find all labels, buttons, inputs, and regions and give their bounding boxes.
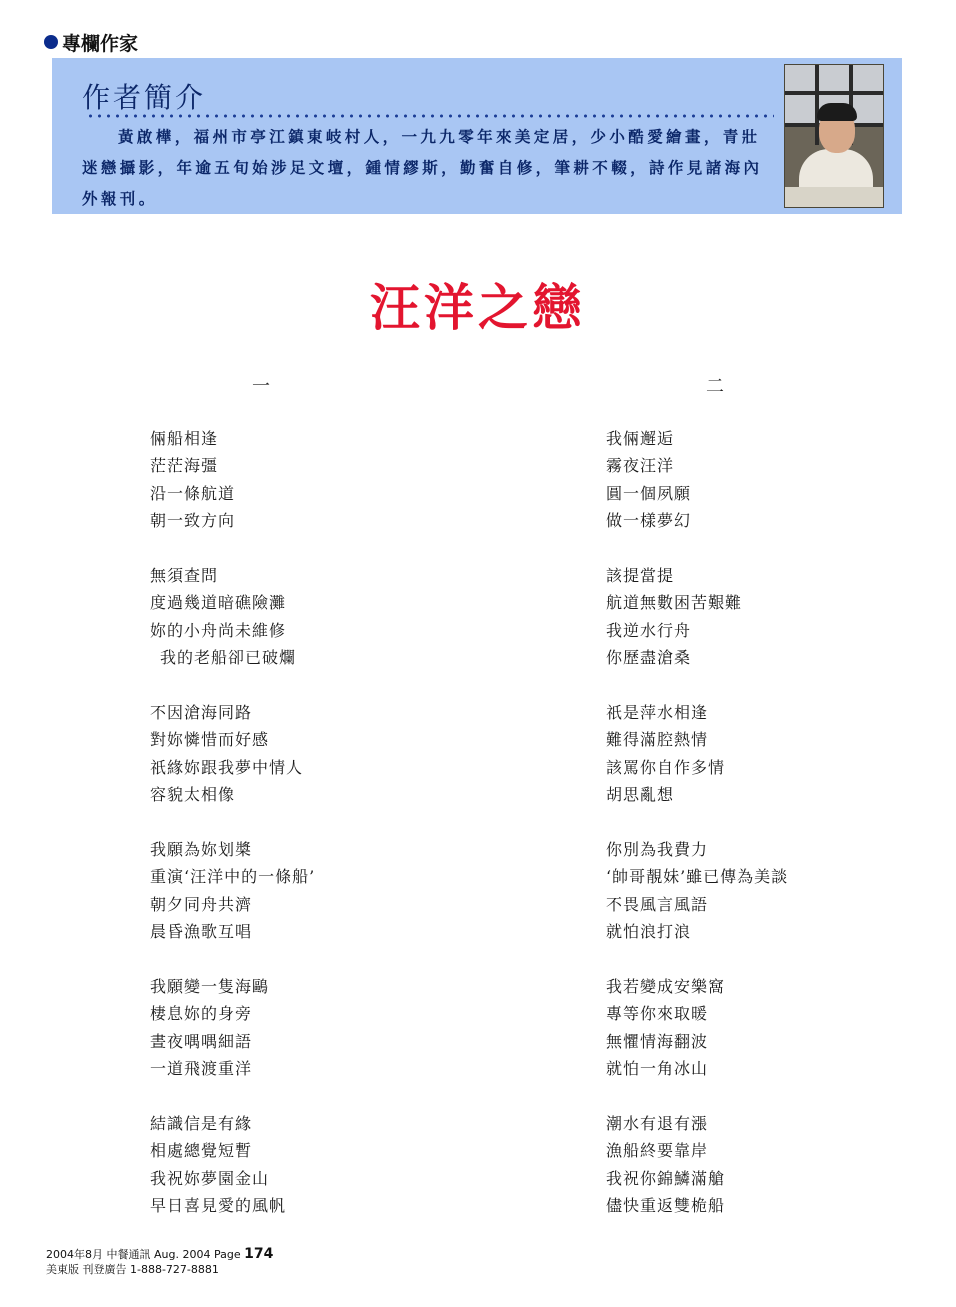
- poem-line: 難得滿腔熱情: [606, 730, 709, 750]
- poem-line: 晝夜喁喁細語: [150, 1031, 253, 1051]
- column-tag: [44, 30, 138, 54]
- poem-line: 沿一條航道: [150, 483, 236, 503]
- stanza: [606, 425, 956, 562]
- poem-line: 朝一致方向: [150, 511, 236, 531]
- poem-line: 儘快重返雙桅船: [606, 1196, 726, 1216]
- poem-line: 晨昏漁歌互唱: [150, 922, 253, 942]
- poem-line: 做一樣夢幻: [606, 511, 692, 531]
- poem-line: 度過幾道暗礁險灘: [150, 593, 287, 613]
- poem-line: 結識信是有緣: [150, 1114, 253, 1133]
- poem-line: 我願為妳划槳: [150, 840, 253, 859]
- poem-line: 重演‘汪洋中的一條船’: [150, 867, 316, 887]
- poem-line: ‘帥哥靚妹’雖已傳為美談: [606, 867, 789, 887]
- poem-line: 早日喜見愛的風帆: [150, 1196, 287, 1216]
- poem-line: 祇是萍水相逢: [606, 703, 709, 722]
- poem-part-two: [606, 425, 956, 1247]
- footer-contact: 美東版 刊登廣告 1-888-727-8881: [46, 1263, 219, 1276]
- stanza: [606, 1110, 956, 1247]
- poem-line: 對妳憐惜而好感: [150, 730, 270, 750]
- poem-line: 你別為我費力: [606, 840, 709, 859]
- poem-line: 茫茫海彊: [150, 456, 219, 476]
- poem-line: 霧夜汪洋: [606, 456, 675, 476]
- poem-line: 我祝你錦鱗滿艙: [606, 1168, 726, 1188]
- part-one-label: 一: [252, 376, 270, 397]
- stanza: [606, 973, 956, 1110]
- poem-line: 無須查問: [150, 566, 219, 585]
- poem-line: 倆船相逢: [150, 429, 219, 448]
- poem-line: 相處總覺短暫: [150, 1141, 253, 1161]
- poem-line: 我祝妳夢園金山: [150, 1168, 270, 1188]
- poem-line: 無懼情海翻波: [606, 1031, 709, 1051]
- author-photo: [784, 64, 884, 208]
- page-number: 174: [244, 1246, 274, 1262]
- poem-line: 航道無數困苦艱難: [606, 593, 743, 613]
- poem-line: 棲息妳的身旁: [150, 1004, 253, 1024]
- poem-line: 你歷盡滄桑: [606, 648, 692, 668]
- poem-line: 我逆水行舟: [606, 620, 692, 640]
- poem-line: 專等你來取暖: [606, 1004, 709, 1024]
- poem-line: 就怕浪打浪: [606, 922, 692, 942]
- author-bio-box: [52, 58, 902, 214]
- stanza: [150, 1110, 530, 1247]
- stanza: [606, 699, 956, 836]
- poem-line: 一道飛渡重洋: [150, 1059, 253, 1079]
- poem-line: 就怕一角冰山: [606, 1059, 709, 1079]
- poem-part-one: [150, 425, 530, 1247]
- poem-line: 該提當提: [606, 566, 675, 585]
- stanza: [606, 836, 956, 973]
- stanza: [606, 562, 956, 699]
- poem-line: 我若變成安樂窩: [606, 977, 726, 996]
- poem-line: 我的老船卻已破爛: [160, 648, 297, 668]
- poem-line: 該罵你自作多情: [606, 757, 726, 777]
- stanza: [150, 973, 530, 1110]
- bio-title: 作者簡介: [82, 81, 207, 114]
- bullet-dot-icon: [44, 35, 58, 49]
- poem-line: 漁船終要靠岸: [606, 1141, 709, 1161]
- stanza: [150, 699, 530, 836]
- stanza: [150, 836, 530, 973]
- footer-issue-line: [46, 1247, 273, 1262]
- bio-text: 黃啟樺，福州市亭江鎮東岐村人，一九九零年來美定居，少小酷愛繪畫，青壯迷戀攝影，年逾五旬始涉足文壇，鍾情繆斯，勤奮自修，筆耕不輟，詩作見諸海內外報刊。: [82, 128, 763, 208]
- dotted-divider: [86, 114, 774, 118]
- poem-line: 不畏風言風語: [606, 894, 709, 914]
- poem-line: 圓一個夙願: [606, 483, 692, 503]
- poem-title: 汪洋之戀: [370, 279, 586, 337]
- stanza: [150, 425, 530, 562]
- page-footer: [46, 1247, 273, 1277]
- part-two-label: 二: [706, 376, 724, 397]
- poem-line: 胡思亂想: [606, 785, 675, 805]
- poem-line: 朝夕同舟共濟: [150, 894, 253, 914]
- poem-line: 妳的小舟尚未維修: [150, 620, 287, 640]
- footer-issue: 2004年8月 中餐通訊 Aug. 2004: [46, 1248, 211, 1261]
- poem-line: 我願變一隻海鷗: [150, 977, 270, 996]
- poem-line: 祇緣妳跟我夢中情人: [150, 757, 304, 777]
- poem-line: 潮水有退有漲: [606, 1114, 709, 1133]
- stanza: [150, 562, 530, 699]
- poem-line: 我倆邂逅: [606, 429, 675, 448]
- poem-line: 不因滄海同路: [150, 703, 253, 722]
- poem-line: 容貌太相像: [150, 785, 236, 805]
- footer-page-prefix: Page: [213, 1248, 241, 1261]
- column-tag-label: 專欄作家: [62, 32, 139, 55]
